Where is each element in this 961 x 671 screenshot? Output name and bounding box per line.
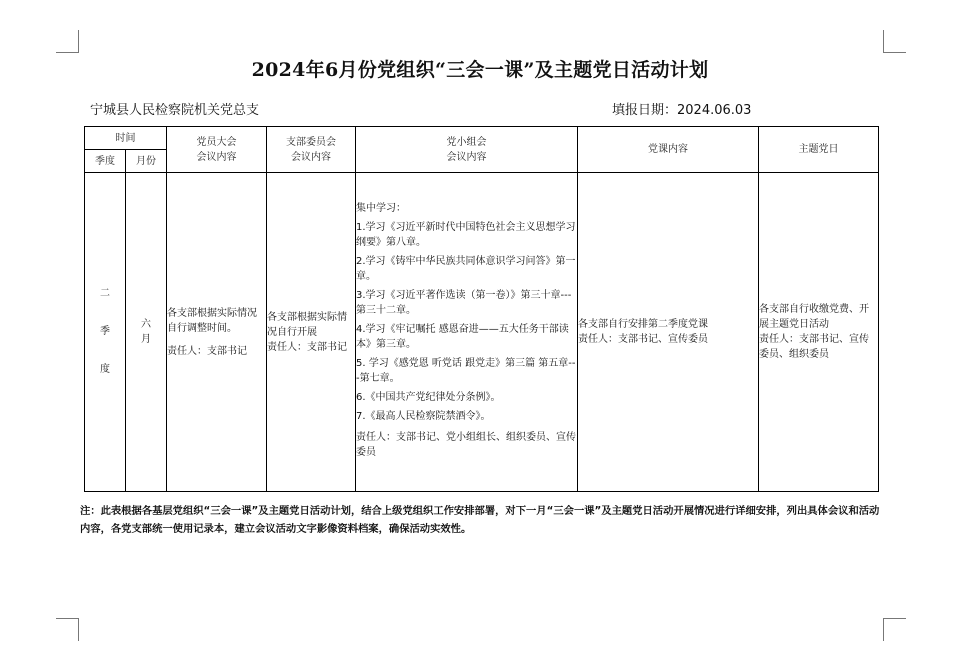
header-theme-day: 主题党日 xyxy=(759,127,879,173)
study-item: 4.学习《牢记嘱托 感恩奋进——五大任务干部读本》第三章。 xyxy=(356,323,569,350)
header-branch-committee-line2: 会议内容 xyxy=(291,151,331,163)
member-meeting-responsible: 责任人：支部书记 xyxy=(167,345,247,357)
header-row xyxy=(85,127,879,150)
header-time: 时间 xyxy=(85,127,167,150)
document-title: 2024年6月份党组织“三会一课”及主题党日活动计划 xyxy=(251,59,709,81)
crop-mark-bottom-right xyxy=(883,618,906,641)
party-lesson-cell xyxy=(578,173,759,492)
study-item: 3.学习《习近平著作选读（第一卷）》第三十章---第三十二章。 xyxy=(356,289,572,316)
crop-mark-bottom-left xyxy=(56,618,79,641)
footnote: 注：此表根据各基层党组织“三会一课”及主题党日活动计划，结合上级党组织工作安排部署，对下一月“三会一课”及主题党日活动开展情况进行详细安排，列出具体会议和活动内容，各党支部统一使用记录本，建立会议活动文字影像资料档案，确保活动实效性。 xyxy=(80,505,880,535)
crop-mark-top-left xyxy=(56,30,79,53)
organization-name: 宁城县人民检察院机关党总支 xyxy=(90,103,260,118)
branch-committee-responsible: 责任人：支部书记 xyxy=(267,341,347,353)
header-month: 月份 xyxy=(126,150,167,173)
crop-mark-top-right xyxy=(883,30,906,53)
header-branch-committee-line1: 支部委员会 xyxy=(286,136,336,148)
member-meeting-cell xyxy=(167,173,267,492)
study-item: 6.《中国共产党纪律处分条例》。 xyxy=(356,391,501,403)
month-cell xyxy=(126,173,167,492)
group-meeting-intro: 集中学习： xyxy=(356,202,406,214)
header-party-lesson: 党课内容 xyxy=(578,127,759,173)
group-meeting-cell xyxy=(356,173,578,492)
fill-date xyxy=(612,99,751,118)
header-group-meeting-line1: 党小组会 xyxy=(446,136,487,148)
month-char: 月 xyxy=(141,334,151,345)
table-row xyxy=(85,173,879,492)
header-member-meeting-line2: 会议内容 xyxy=(196,151,237,163)
branch-committee-content: 各支部根据实际情况自行开展 xyxy=(267,311,347,338)
study-item: 7.《最高人民检察院禁酒令》。 xyxy=(356,410,491,422)
member-meeting-content: 各支部根据实际情况自行调整时间。 xyxy=(167,307,257,334)
header-branch-committee xyxy=(267,127,356,173)
party-lesson-content: 各支部自行安排第二季度党课 xyxy=(578,319,708,330)
header-quarter: 季度 xyxy=(85,150,126,173)
fill-date-value: 2024.06.03 xyxy=(677,103,752,118)
quarter-char: 二 xyxy=(100,288,110,299)
branch-committee-cell xyxy=(267,173,356,492)
study-item: 5. 学习《感党恩 听党话 跟党走》第三篇 第五章---第七章。 xyxy=(356,357,576,384)
study-item: 2.学习《铸牢中华民族共同体意识学习问答》第一章。 xyxy=(356,255,576,282)
quarter-cell xyxy=(85,173,126,492)
header-group-meeting xyxy=(356,127,578,173)
header-member-meeting xyxy=(167,127,267,173)
theme-day-content: 各支部自行收缴党费、开展主题党日活动 xyxy=(759,304,869,330)
month-char: 六 xyxy=(141,319,151,330)
activity-plan-table xyxy=(84,126,879,492)
header-group-meeting-line2: 会议内容 xyxy=(446,151,487,163)
theme-day-cell xyxy=(759,173,879,492)
quarter-char: 季 xyxy=(100,326,110,337)
study-item: 1.学习《习近平新时代中国特色社会主义思想学习纲要》第八章。 xyxy=(356,221,576,248)
header-member-meeting-line1: 党员大会 xyxy=(196,136,237,148)
group-meeting-responsible: 责任人：支部书记、党小组组长、组织委员、宣传委员 xyxy=(356,431,576,458)
party-lesson-responsible: 责任人：支部书记、宣传委员 xyxy=(578,334,708,345)
theme-day-responsible: 责任人：支部书记、宣传委员、组织委员 xyxy=(759,334,869,360)
fill-date-label: 填报日期： xyxy=(612,103,678,118)
quarter-char: 度 xyxy=(100,364,110,375)
